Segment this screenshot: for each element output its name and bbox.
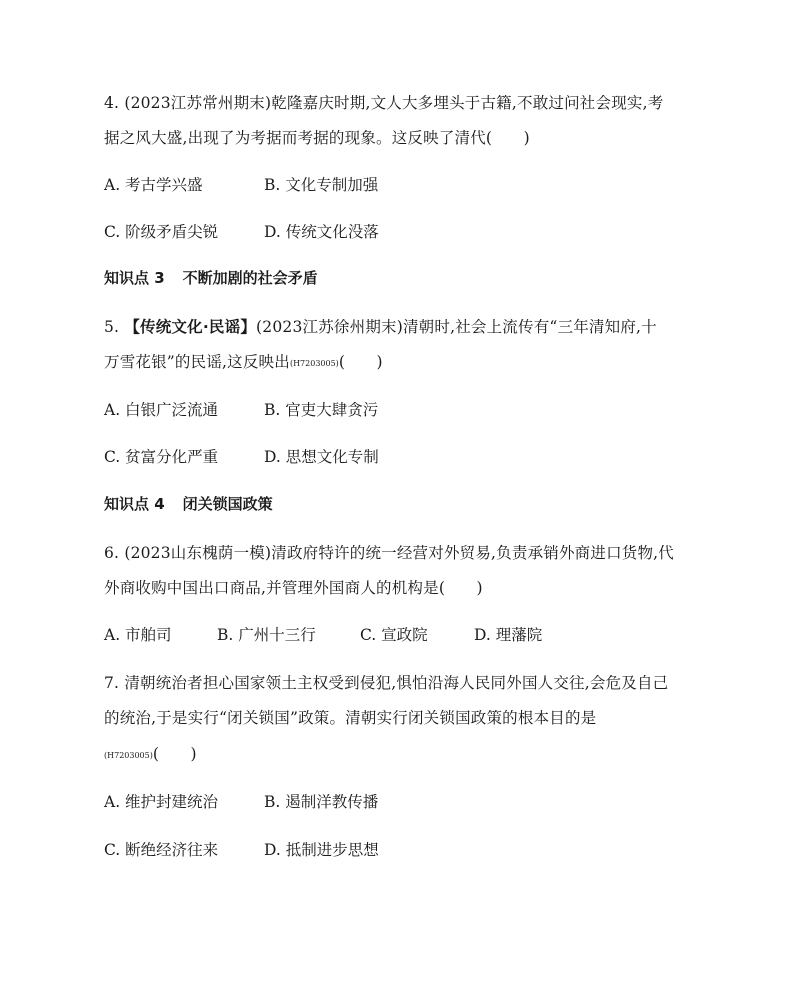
q6-option-b[interactable]: B. 广州十三行: [217, 626, 316, 644]
q5-option-b[interactable]: B. 官吏大肆贪污: [264, 401, 379, 419]
q5-stem-text-2: 万雪花银”的民谣,这反映出: [104, 353, 290, 371]
q5-answer-blank: ( ): [338, 353, 383, 371]
q7-stem-line-3: [104, 744, 197, 766]
q5-number: 5.: [104, 318, 125, 336]
q7-stem-line-2: 的统治,于是实行“闭关锁国”政策。清朝实行闭关锁国政策的根本目的是: [104, 709, 597, 727]
knowledge-point-4-title: 闭关锁国政策: [182, 495, 273, 513]
q5-stem-line-2: [104, 352, 383, 374]
q6-stem-line-2: 外商收购中国出口商品,并管理外国商人的机构是( ): [104, 579, 483, 597]
q5-stem-text-1: (2023江苏徐州期末)清朝时,社会上流传有“三年清知府,十: [256, 318, 657, 336]
q6-option-a[interactable]: A. 市舶司: [104, 626, 172, 644]
knowledge-point-3-title: 不断加剧的社会矛盾: [182, 269, 318, 287]
q5-tag: 【传统文化·民谣】: [124, 318, 257, 336]
knowledge-point-3-label: 知识点 3: [104, 269, 165, 287]
q5-stem-line-1: [104, 317, 657, 337]
q4-stem-line-1: 4. (2023江苏常州期末)乾隆嘉庆时期,文人大多埋头于古籍,不敢过问社会现实,考: [104, 94, 664, 112]
q7-option-b[interactable]: B. 遏制洋教传播: [264, 793, 379, 811]
q7-code: (H7203005): [104, 751, 153, 760]
q4-option-b[interactable]: B. 文化专制加强: [264, 176, 379, 194]
q7-option-a[interactable]: A. 维护封建统治: [104, 793, 219, 811]
knowledge-point-4-label: 知识点 4: [104, 495, 165, 513]
q5-option-c[interactable]: C. 贫富分化严重: [104, 448, 219, 466]
knowledge-point-3-heading: [104, 268, 318, 288]
q4-stem-line-2: 据之风大盛,出现了为考据而考据的现象。这反映了清代( ): [104, 129, 530, 147]
q5-option-d[interactable]: D. 思想文化专制: [264, 448, 379, 466]
q6-option-d[interactable]: D. 理藩院: [474, 626, 543, 644]
q6-stem-line-1: 6. (2023山东槐荫一模)清政府特许的统一经营对外贸易,负责承销外商进口货物,代: [104, 544, 675, 562]
q7-option-c[interactable]: C. 断绝经济往来: [104, 841, 219, 859]
knowledge-point-4-heading: [104, 494, 273, 514]
q5-option-a[interactable]: A. 白银广泛流通: [104, 401, 219, 419]
q6-option-c[interactable]: C. 宣政院: [360, 626, 428, 644]
q7-option-d[interactable]: D. 抵制进步思想: [264, 841, 379, 859]
q4-option-c[interactable]: C. 阶级矛盾尖锐: [104, 223, 219, 241]
q4-option-d[interactable]: D. 传统文化没落: [264, 223, 379, 241]
q7-stem-line-1: 7. 清朝统治者担心国家领土主权受到侵犯,惧怕沿海人民同外国人交往,会危及自己: [104, 674, 669, 692]
q5-code: (H7203005): [289, 359, 339, 368]
q4-option-a[interactable]: A. 考古学兴盛: [104, 176, 203, 194]
q7-answer-blank: ( ): [152, 745, 197, 763]
